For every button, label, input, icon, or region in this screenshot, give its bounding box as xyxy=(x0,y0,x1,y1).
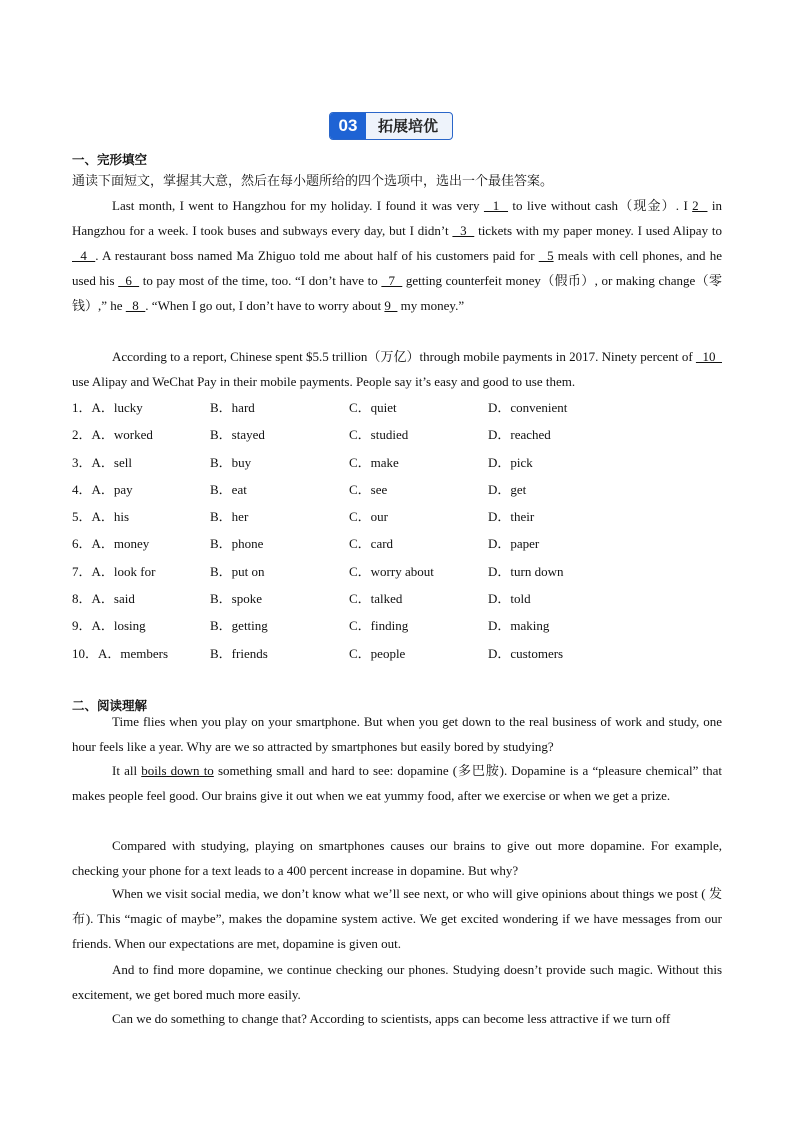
reading-paragraph-5: And to find more dopamine, we continue checking our phones. Studying doesn’t provide such magic. Without this excitement, we get bored much more easily. xyxy=(72,962,722,1002)
blank-8: 8 xyxy=(125,298,146,313)
section1-instruction: 通读下面短文，掌握其大意，然后在每小题所给的四个选项中，选出一个最佳答案。 xyxy=(72,174,554,189)
options-list xyxy=(72,397,722,670)
section-badge xyxy=(329,112,453,140)
option-row: 10．A．members B．friends C．people D．customers xyxy=(72,645,564,661)
option-row: 5．A．his B．her C．our D．their xyxy=(72,509,535,525)
blank-10: 10 xyxy=(695,349,722,364)
blank-7: 7 xyxy=(381,273,403,288)
reading-paragraph-3: Compared with studying, playing on smartphones causes our brains to give out more dopamine. For example, checking your phone for a text leads to a 400 percent increase in dopamine. But why? xyxy=(72,838,722,878)
blank-3: 3 xyxy=(452,223,475,238)
option-row: 4．A．pay B．eat C．see D．get xyxy=(72,481,527,497)
section2-title: 二、阅读理解 xyxy=(72,698,148,713)
blank-9: 9 xyxy=(384,298,398,313)
option-row: 3．A．sell B．buy C．make D．pick xyxy=(72,454,533,470)
option-row: 9．A．losing B．getting C．finding D．making xyxy=(72,618,550,634)
blank-5: 5 xyxy=(538,248,554,263)
cloze-paragraph-1: Last month, I went to Hangzhou for my holiday. I found it was very 1 to live without cash（现金）. I 2 in Hangzhou for a week. I took buses and subways every day, but I didn’t 3 tickets with my paper money. I used Alipay to 4 . A restaurant boss named Ma Zhiguo told me about half of his customers paid for 5 meals with cell phones, and he used his 6 to pay most of the time, too. “I don’t have to 7 getting counterfeit money（假币）, or making change（零钱）,” he 8 . “When I go out, I don’t have to worry about 9 my money.” xyxy=(72,198,723,313)
option-row: 8．A．said B．spoke C．talked D．told xyxy=(72,591,531,607)
underlined-phrase: boils down to xyxy=(141,763,214,778)
badge-number: 03 xyxy=(330,113,366,139)
option-row: 6．A．money B．phone C．card D．paper xyxy=(72,536,540,552)
blank-6: 6 xyxy=(118,273,140,288)
reading-paragraph-2: It all boils down to something small and hard to see: dopamine (多巴胺). Dopamine is a “pleasure chemical” that makes people feel good. Our brains give it out when we eat yummy food, after we exercise or when we get a prize. xyxy=(72,763,722,803)
reading-paragraph-6: Can we do something to change that? According to scientists, apps can become less attractive if we turn off xyxy=(112,1011,671,1026)
option-row: 2．A．worked B．stayed C．studied D．reached xyxy=(72,427,551,443)
option-row: 1．A．lucky B．hard C．quiet D．convenient xyxy=(72,400,568,415)
reading-paragraph-1: Time flies when you play on your smartphone. But when you get down to the real business of work and study, one hour feels like a year. Why are we so attracted by smartphones but easily bored by studying? xyxy=(72,714,722,754)
cloze-paragraph-2: According to a report, Chinese spent $5.5 trillion（万亿）through mobile payments in 2017. Ninety percent of 10 use Alipay and WeChat Pay in their mobile payments. People say it’s easy and good to use them. xyxy=(72,349,722,389)
option-row: 7．A．look for B．put on C．worry about D．turn down xyxy=(72,563,564,579)
blank-4: 4 xyxy=(72,248,96,263)
section1-title: 一、完形填空 xyxy=(72,152,148,167)
badge-title: 拓展培优 xyxy=(378,117,439,135)
reading-paragraph-4: When we visit social media, we don’t know what we’ll see next, or who will give opinions about things we post ( 发布). This “magic of maybe”, makes the dopamine system active. We get excited wondering if we have messages from our friends. When our expectations are met, dopamine is given out. xyxy=(72,886,722,951)
blank-2: 2 xyxy=(692,198,708,213)
blank-1: 1 xyxy=(483,198,509,213)
